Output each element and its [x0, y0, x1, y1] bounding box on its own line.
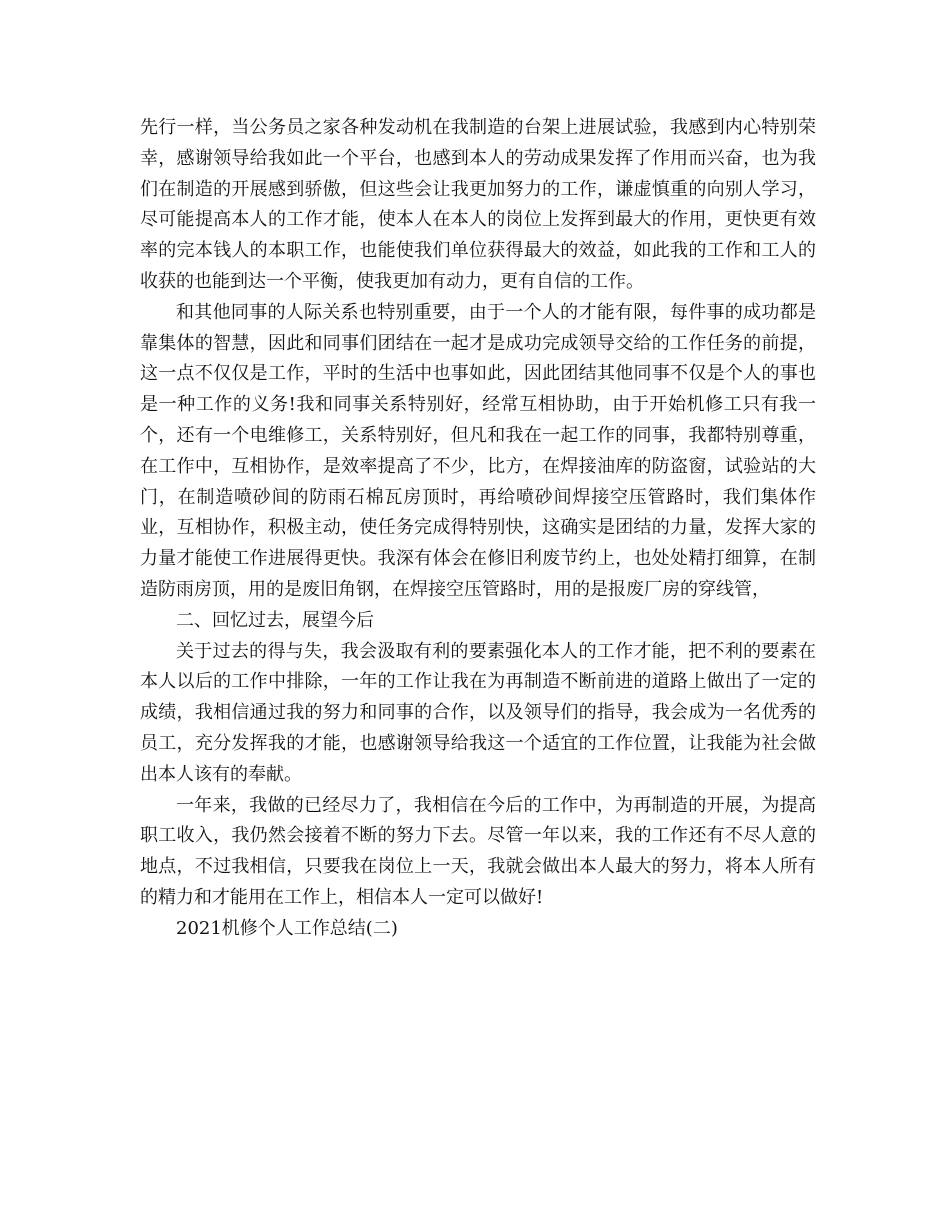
document-page [140, 113, 816, 945]
paragraph-past-gains-losses: 关于过去的得与失，我会汲取有利的要素强化本人的工作才能，把不利的要素在本人以后的工作中排除，一年的工作让我在为再制造不断前进的道路上做出了一定的成绩，我相信通过我的努力和同事的合作，以及领导们的指导，我会成为一名优秀的员工，充分发挥我的才能，也感谢领导给我这一个适宜的工作位置，让我能为社会做出本人该有的奉献。 [140, 640, 816, 785]
paragraph-year-summary: 一年来，我做的已经尽力了，我相信在今后的工作中，为再制造的开展，为提高职工收入，我仍然会接着不断的努力下去。尽管一年以来，我的工作还有不尽人意的地点，不过我相信，只要我在岗位上一天，我就会做出本人最大的努力，将本人所有的精力和才能用在工作上，相信本人一定可以做好! [140, 794, 816, 908]
document-subtitle: 2021机修个人工作总结(二) [176, 917, 398, 939]
section-heading-review: 二、回忆过去，展望今后 [176, 609, 374, 631]
paragraph-colleague-relations: 和其他同事的人际关系也特别重要，由于一个人的才能有限，每件事的成功都是靠集体的智慧，因此和同事们团结在一起才是成功完成领导交给的工作任务的前提，这一点不仅仅是工作，平时的生活中也事如此，因此团结其他同事不仅是个人的事也是一种工作的义务!我和同事关系特别好，经常互相协助，由于开始机修工只有我一个，还有一个电维修工，关系特别好，但凡和我在一起工作的同事，我都特别尊重，在工作中，互相协作，是效率提高了不少，比方，在焊接油库的防盗窗，试验站的大门，在制造喷砂间的防雨石棉瓦房顶时，再给喷砂间焊接空压管路时，我们集体作业，互相协作，积极主动，使任务完成得特别快，这确实是团结的力量，发挥大家的力量才能使工作进展得更快。我深有体会在修旧利废节约上，也处处精打细算，在制造防雨房顶，用的是废旧角钢，在焊接空压管路时，用的是报废厂房的穿线管， [140, 301, 816, 600]
paragraph-continuation: 先行一样，当公务员之家各种发动机在我制造的台架上进展试验，我感到内心特别荣幸，感谢领导给我如此一个平台，也感到本人的劳动成果发挥了作用而兴奋，也为我们在制造的开展感到骄傲，但这些会让我更加努力的工作，谦虚慎重的向别人学习，尽可能提高本人的工作才能，使本人在本人的岗位上发挥到最大的作用，更快更有效率的完本钱人的本职工作，也能使我们单位获得最大的效益，如此我的工作和工人的收获的也能到达一个平衡，使我更加有动力，更有自信的工作。 [140, 117, 816, 292]
